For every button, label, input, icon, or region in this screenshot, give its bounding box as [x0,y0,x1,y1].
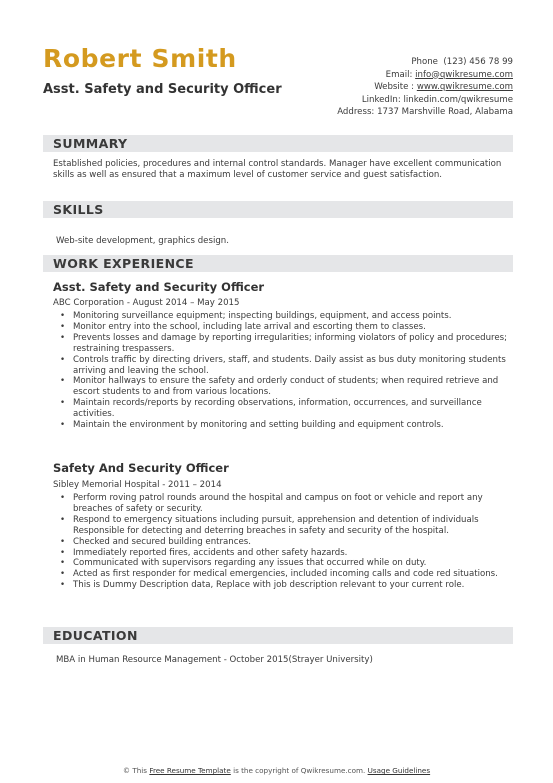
list-item: • Maintain the environment by monitoring and setting building and equipment controls. [58,420,513,431]
email-line [337,69,513,82]
job-company-dates: Sibley Memorial Hospital - 2011 – 2014 [53,480,222,490]
footer-prefix: © This [122,766,148,775]
address-line [337,106,513,119]
skills-text: Web-site development, graphics design. [56,236,229,246]
usage-guidelines-link[interactable]: Usage Guidelines [367,766,431,775]
website-label: Website : [374,82,415,93]
linkedin-value: linkedin.com/qwikresume [403,94,513,105]
phone-value: (123) 456 78 99 [443,57,513,67]
list-item: • Monitor hallways to ensure the safety and orderly conduct of students; when required retrieve and escort students to and from various locations. [58,376,513,398]
job-title: Asst. Safety and Security Officer [53,280,265,294]
email-label: Email: [385,69,413,80]
address-value: 1737 Marshville Road, Alabama [377,107,513,118]
job-bullet-list [58,493,513,591]
phone-line [337,56,513,69]
list-item: • Respond to emergency situations including pursuit, apprehension and detention of individuals Responsible for detecting and deterring breaches in safety and security of the hospital. [58,515,513,537]
resume-header [43,44,513,124]
website-line [337,81,513,94]
list-item: • Acted as first responder for medical emergencies, included incoming calls and code red situations. [58,569,513,580]
list-item: • Monitoring surveillance equipment; inspecting buildings, equipment, and access points. [58,311,513,322]
email-link[interactable]: info@qwikresume.com [415,69,513,80]
candidate-title: Asst. Safety and Security Officer [43,82,282,97]
website-link[interactable]: www.qwikresume.com [416,82,513,93]
list-item: • Prevents losses and damage by reporting irregularities; informing violators of policy and procedures; restraining trespassers. [58,333,513,355]
job-title: Safety And Security Officer [53,461,229,475]
free-resume-template-link[interactable]: Free Resume Template [149,766,231,775]
linkedin-line [337,94,513,107]
list-item: • Checked and secured building entrances. [58,537,513,548]
summary-text: Established policies, procedures and internal control standards. Manager have excellent communication skills as well as ensured that a maximum level of customer service and guest satisfaction. [53,159,502,181]
footer-middle: is the copyright of Qwikresume.com. [233,766,366,775]
address-label: Address: [337,107,375,118]
list-item: • This is Dummy Description data, Replace with job description relevant to your current role. [58,580,513,591]
list-item: • Communicated with supervisors regarding any issues that occurred while on duty. [58,558,513,569]
job-bullet-list [58,311,513,431]
list-item: • Perform roving patrol rounds around the hospital and campus on foot or vehicle and report any breaches of safety or security. [58,493,513,515]
experience-heading: WORK EXPERIENCE [53,256,194,271]
summary-heading: SUMMARY [53,136,128,151]
list-item: • Monitor entry into the school, including late arrival and escorting them to classes. [58,322,513,333]
education-section-header [43,627,513,644]
copyright-footer [0,766,553,775]
education-text: MBA in Human Resource Management - October 2015(Strayer University) [56,655,373,665]
education-heading: EDUCATION [53,628,138,643]
summary-section-header [43,135,513,152]
job-company-dates: ABC Corporation - August 2014 – May 2015 [53,298,240,308]
list-item: • Immediately reported fires, accidents and other safety hazards. [58,548,513,559]
list-item: • Maintain records/reports by recording observations, information, occurrences, and surveillance activities. [58,398,513,420]
list-item: • Controls traffic by directing drivers, staff, and students. Daily assist as bus duty monitoring students arriving and leaving the school. [58,355,513,377]
phone-label: Phone [411,57,438,67]
skills-section-header [43,201,513,218]
experience-section-header [43,255,513,272]
linkedin-label: LinkedIn: [361,94,401,105]
candidate-name: Robert Smith [43,44,237,73]
contact-block [337,56,513,119]
skills-heading: SKILLS [53,202,104,217]
